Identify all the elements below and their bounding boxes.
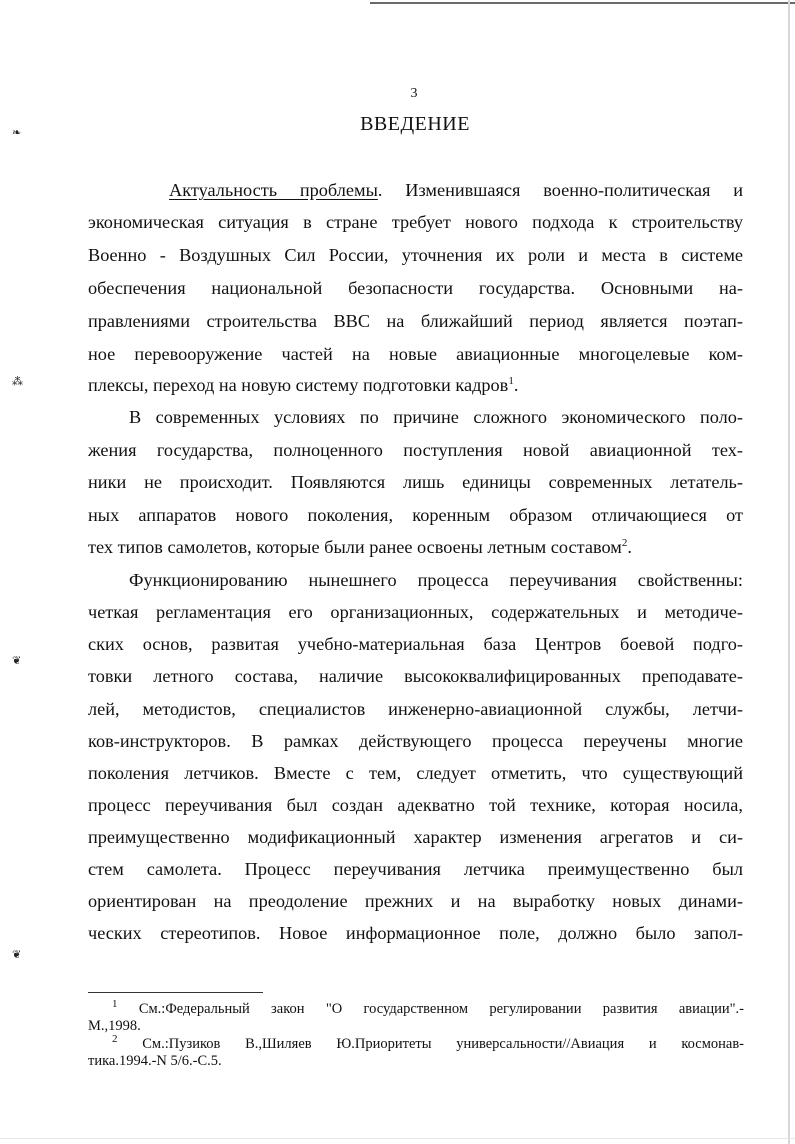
text-line: товки летного состава, наличие высококвалифицированных преподавате- (88, 666, 743, 686)
footnote-2-cont: тика.1994.-N 5/6.-С.5. (88, 1053, 222, 1069)
text-line: ков-инструкторов. В рамках действующего процесса переучены многие (88, 731, 743, 751)
scan-edge-right (788, 0, 790, 1144)
footnote-separator (88, 992, 263, 993)
underlined-heading: Актуальность проблемы (169, 180, 378, 200)
binding-hole-mark: ❦ (12, 655, 22, 667)
text-line: Функционированию нынешнего процесса переучивания свойственны: (129, 570, 743, 590)
footnote-marker: 2 (112, 1033, 118, 1046)
text-line: В современных условиях по причине сложного экономического поло- (129, 407, 743, 427)
text-line: жения государства, полноценного поступления новой авиационной тех- (88, 440, 743, 460)
page-number: 3 (410, 86, 418, 101)
text-line: ских основ, развитая учебно-материальная база Центров боевой подго- (88, 634, 743, 654)
scan-edge-top (370, 2, 795, 4)
footnote-2: $^2$ См.:Пузиков В.,Шиляев Ю.Приоритеты универсальности//Авиация и космонав- (112, 1033, 745, 1052)
text-line: ориентирован на преодоление прежних и на выработку новых динами- (88, 891, 743, 911)
text-line: Военно - Воздушных Сил России, уточнения их роли и места в системе (88, 245, 743, 265)
footnote-marker: 1 (112, 998, 118, 1011)
text-line: Актуальность проблемы. Изменившаяся военно-политическая и (169, 180, 743, 200)
text-line: тех типов самолетов, которые были ранее освоены летным составом$^2$. (88, 536, 632, 557)
text-line: стем самолета. Процесс переучивания летчика преимущественно был (88, 859, 743, 879)
text-line: правлениями строительства ВВС на ближайший период является поэтап- (88, 311, 743, 331)
footnote-1-cont: М.,1998. (88, 1018, 141, 1034)
scan-edge-bottom (0, 1138, 795, 1139)
chapter-title: ВВЕДЕНИЕ (360, 113, 470, 135)
text-line: преимущественно модификационный характер изменения агрегатов и си- (88, 827, 743, 847)
text-line: обеспечения национальной безопасности государства. Основными на- (88, 278, 743, 298)
binding-hole-mark: ⁂ (12, 376, 23, 388)
text-line: процесс переучивания был создан адекватно той технике, которая носила, (88, 795, 743, 815)
binding-hole-mark: ❦ (12, 949, 22, 961)
text-line: четкая регламентация его организационных, содержательных и методиче- (88, 602, 743, 622)
text-line: ное перевооружение частей на новые авиационные многоцелевые ком- (88, 344, 743, 364)
text-line: ных аппаратов нового поколения, коренным образом отличающиеся от (88, 505, 743, 525)
text-line: поколения летчиков. Вместе с тем, следует отметить, что существующий (88, 763, 743, 783)
binding-hole-mark: ❧ (12, 127, 22, 139)
footnote-1: $^1$ См.:Федеральный закон "О государственном регулировании развития авиации".- (112, 998, 744, 1017)
text-line: ческих стереотипов. Новое информационное поле, должно было запол- (88, 923, 743, 943)
text-line: экономическая ситуация в стране требует нового подхода к строительству (88, 212, 743, 232)
text-line: плексы, переход на новую систему подготовки кадров$^1$. (88, 374, 519, 395)
text-line: ники не происходит. Появляются лишь единицы современных летатель- (88, 472, 743, 492)
footnote-ref: 1 (508, 374, 514, 387)
footnote-ref: 2 (621, 536, 628, 549)
text-line: лей, методистов, специалистов инженерно-авиационной службы, летчи- (88, 699, 743, 719)
